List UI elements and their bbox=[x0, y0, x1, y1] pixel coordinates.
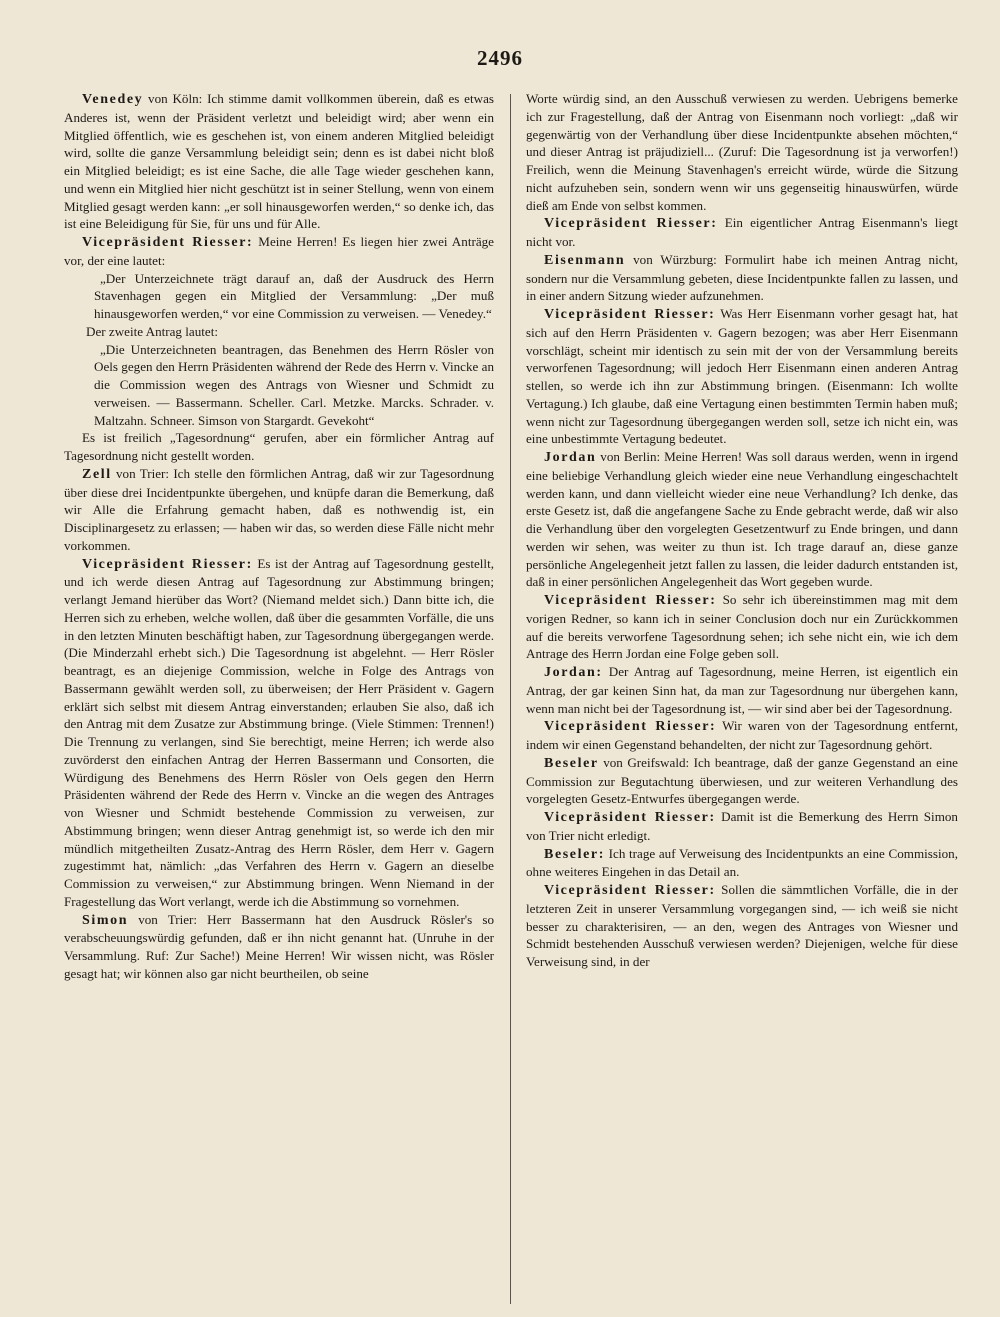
speech-paragraph bbox=[526, 845, 958, 882]
speaker-name: Vicepräsident Riesser: bbox=[544, 307, 716, 322]
speaker-name: Vicepräsident Riesser: bbox=[544, 719, 717, 735]
speaker-name: Vicepräsident Riesser: bbox=[544, 216, 718, 232]
speaker-name: Venedey bbox=[82, 92, 144, 107]
speaker-name: Vicepräsident Riesser: bbox=[544, 883, 716, 898]
page-number: 2496 bbox=[477, 46, 523, 70]
speaker-name: Beseler: bbox=[544, 846, 605, 862]
speech-paragraph bbox=[526, 663, 958, 717]
left-column bbox=[64, 90, 494, 1305]
paragraph-text: von Würzburg: Formulirt habe ich meinen Antrag nicht, sondern nur die Versammlung gebeten, diese Incidentpunkte fallen zu lassen, und in einer andern Sitzung wieder aufzunehmen. bbox=[526, 251, 958, 304]
speech-paragraph bbox=[64, 233, 494, 270]
paragraph bbox=[64, 429, 494, 465]
paragraph-text: Worte würdig sind, an den Ausschuß verwiesen zu werden. Uebrigens bemerke ich zur Fragestellung, daß der Antrag von Eisenmann noch vorliegt: „daß wir gegenwärtig von der Verhandlung über diese Incidentpunkte absehen möchten,“ und dieser Antrag ist präjudiziell... (Zuruf: Die Tagesordnung ist ja verworfen!) Freilich, wenn die Meinung Stavenhagen's erreicht würde, würde die Sitzung nicht aufzuheben sein, sondern wenn wir uns gegenseitig hinauswürfen, würde dieß am Ende von selbst kommen. bbox=[526, 91, 958, 213]
paragraph-text: von Greifswald: Ich beantrage, daß der ganze Gegenstand an eine Commission zur Begutachtung überwiesen, und zur weiteren Verhandlung des vorgelegten Gesetz-Entwurfes übergegangen werde. bbox=[526, 754, 958, 807]
paragraph-text: Ein eigentlicher Antrag Eisenmann's liegt nicht vor. bbox=[526, 215, 958, 249]
paragraph-text: „Der Unterzeichnete trägt darauf an, daß der Ausdruck des Herrn Stavenhagen gegen ein Mitglied der Versammlung: „Der muß hinausgeworfen werden,“ vor eine Commission zu verweisen. — Venedey.“ bbox=[94, 270, 494, 321]
quoted-motion bbox=[94, 341, 494, 430]
paragraph-text: von Köln: Ich stimme damit vollkommen überein, daß es etwas Anderes ist, wenn der Präsident verletzt und beleidigt wird; aber wenn ein Mitglied öffentlich, wie es geschehen ist, von einem anderen Mitglied beleidigt wird, sollte die ganze Versammlung beleidigt sein; denn es ist dabei nicht bloß ein Mitglied beleidigt; es ist eine Sache, die alle Tage wieder geschehen kann, und wenn ein Mitglied hier nicht geschützt ist in seiner Stellung, wenn von einem Mitglied gesagt werden kann: „er soll hinausgeworfen werden,“ so denke ich, das ist eine Beleidigung für Sie, für uns und für Alle. bbox=[64, 91, 494, 232]
paragraph-text: von Trier: Ich stelle den förmlichen Antrag, daß wir zur Tagesordnung über diese drei Incidentpunkte übergehen, und knüpfe daran die Bemerkung, daß wir Alle die Erfahrung gemacht haben, daß es nothwendig ist, ein Disciplinargesetz zu erlassen; — haben wir das, so werden diese Fälle nicht mehr vorkommen. bbox=[64, 465, 494, 553]
speaker-name: Vicepräsident Riesser: bbox=[82, 556, 253, 572]
paragraph-text: Ich trage auf Verweisung des Incidentpunkts an eine Commission, ohne weiteres Eingehen in das Detail an. bbox=[526, 845, 958, 880]
speaker-name: Vicepräsident Riesser: bbox=[82, 235, 254, 250]
paragraph-text: von Trier: Herr Bassermann hat den Ausdruck Rösler's so verabscheuungswürdig gefunden, daß er ihn nicht genannt hat. (Unruhe in der Versammlung. Ruf: Zur Sache!) Meine Herren! Wir wissen nicht, was Rösler gesagt hat; wir können also gar nicht beurtheilen, ob seine bbox=[64, 911, 494, 981]
paragraph-text: Der zweite Antrag lautet: bbox=[86, 323, 218, 339]
speaker-name: Vicepräsident Riesser: bbox=[544, 810, 716, 825]
paragraph-text: Es ist der Antrag auf Tagesordnung gestellt, und ich werde diesen Antrag auf Tagesordnung zur Abstimmung bringen; verlangt Jemand hierüber das Wort? (Niemand meldet sich.) Dann bitte ich, die Herren sich zu erheben, welche wollen, daß über die gesammten Vorfälle, die uns in den letzten Minuten beschäftigt haben, zur Tagesordnung übergegangen werde. (Die Minderzahl erhebt sich.) Die Tagesordnung ist abgelehnt. — Herr Rösler beantragt, es an diejenige Commission, welche in Folge des Antrags von Bassermann gewählt werden soll, zu überweisen; der Herr Präsident v. Gagern erklärt sich selbst mit diesem Antrag einverstanden; erlauben Sie also, daß ich den Antrag mit dem Zusatze zur Abstimmung bringe. (Viele Stimmen: Trennen!) Die Trennung zu verlangen, sind Sie berechtigt, meine Herren; ich werde also zuvörderst den einfachen Antrag der Herren Bassermann und Consorten, die Würdigung des Benehmens des Herrn Rösler von Oels gegen den Herrn Präsidenten während der Rede des Herrn v. Vincke an die wegen des Antrages von Wiesner und Schmidt bestehende Commission zu verweisen, zur Abstimmung bringen; wenn dieser Antrag genehmigt ist, so werde ich den mir mündlich mitgetheilten Zusatz-Antrag des Herrn Rösler, dem Herr v. Gagern zugestimmt hat, nämlich: „das Verfahren des Herrn v. Gagern an dieselbe Commission zu verweisen,“ zur Abstimmung bringen. Wenn Niemand in der Fragestellung das Wort verlangt, werde ich die Abstimmung so vornehmen. bbox=[64, 555, 494, 909]
speech-paragraph bbox=[64, 911, 494, 983]
column-divider bbox=[510, 94, 511, 1304]
speaker-name: Eisenmann bbox=[544, 252, 626, 268]
paragraph-text: Es ist freilich „Tagesordnung“ gerufen, aber ein förmlicher Antrag auf Tagesordnung nicht gestellt worden. bbox=[64, 430, 494, 463]
speech-paragraph bbox=[64, 555, 494, 911]
speech-paragraph bbox=[526, 251, 958, 305]
speech-paragraph bbox=[526, 808, 958, 845]
paragraph-text: „Die Unterzeichneten beantragen, das Benehmen des Herrn Rösler von Oels gegen den Herrn Präsidenten während der Rede des Herrn v. Vincke an die Commission wegen des Antrags von Wiesner und Schmidt zu verweisen. — Bassermann. Scheller. Carl. Metzke. Marcks. Schrader. v. Maltzahn. Schneer. Simson von Stargardt. Gevekoht“ bbox=[94, 341, 494, 428]
right-column bbox=[526, 90, 958, 1305]
speech-paragraph bbox=[526, 754, 958, 808]
speech-paragraph bbox=[526, 214, 958, 251]
paragraph-text: So sehr ich übereinstimmen mag mit dem vorigen Redner, so kann ich in seiner Conclusion doch nur ein Zurückkommen auf die bereits verworfene Tagesordnung sehen; ich sehe nicht ein, wie ich dem Antrage des Herrn Jordan eine Folge geben soll. bbox=[526, 592, 958, 662]
speech-paragraph bbox=[64, 90, 494, 233]
speech-paragraph bbox=[526, 305, 958, 448]
speaker-name: Beseler bbox=[544, 755, 599, 771]
speech-paragraph bbox=[526, 717, 958, 754]
speaker-name: Jordan: bbox=[544, 665, 603, 680]
speech-paragraph bbox=[526, 448, 958, 591]
speaker-name: Vicepräsident Riesser: bbox=[544, 593, 717, 608]
paragraph-text: Sollen die sämmtlichen Vorfälle, die in der letzteren Zeit in unserer Versammlung vorgegangen sind, — ich weiß sie nicht besser zu charakterisiren, — an den, wegen des Antrages von Wiesner und Schmidt bestehenden Ausschuß verwiesen werden? Diejenigen, welche für diese Verweisung sind, in der bbox=[526, 882, 958, 969]
paragraph-text: Meine Herren! Es liegen hier zwei Anträge vor, der eine lautet: bbox=[64, 234, 494, 268]
speaker-name: Simon bbox=[82, 912, 129, 928]
paragraph bbox=[526, 90, 958, 214]
paragraph-text: von Berlin: Meine Herren! Was soll daraus werden, wenn in irgend eine beliebige Verhandlung gleich wieder eine neue Verhandlung eingeschachtelt werden kann, und dann vielleicht wieder eine neue Verhandlung? Ich denke, das erste Gesetz ist, daß die angefangene Sache zu Ende gebracht werde, daß wir also die Verhandlung über den vorgelegten Gesetzentwurf zu Ende bringen, und dann werden wir sehen, was weiter zu thun ist. Ich trage darauf an, diese ganze persönliche Angelegenheit jetzt fallen zu lassen, die leider dadurch entstanden ist, daß in einer persönlichen Angelegenheit das Wort gegeben wurde. bbox=[526, 449, 958, 590]
paragraph-text: Was Herr Eisenmann vorher gesagt hat, hat sich auf den Herrn Präsidenten v. Gagern bezogen; was aber Herr Eisenmann vorschlägt, scheint mir identisch zu sein mit der von der Versammlung bereits verworfenen Tagesordnung; will jedoch Herr Eisenmann einen anderen Antrag stellen, so werde ich ihn zur Abstimmung bringen. (Eisenmann: Ich wollte Vertagung.) Ich glaube, daß eine Vertagung einen bestimmten Termin haben muß; wenn nicht zur Tagesordnung übergegangen werden soll, setze ich nicht ein, was eine unbestimmte Vertagung bedeutet. bbox=[526, 306, 958, 447]
paragraph bbox=[78, 323, 494, 341]
speech-paragraph bbox=[526, 881, 958, 971]
paragraph-text: Damit ist die Bemerkung des Herrn Simon von Trier nicht erledigt. bbox=[526, 809, 958, 843]
paragraph-text: Der Antrag auf Tagesordnung, meine Herren, ist eigentlich ein Antrag, der gar keinen Sinn hat, da man zur Tagesordnung nur übergehen kann, wenn man nicht bei der Tagesordnung ist, — wir sind aber bei der Tagesordnung. bbox=[526, 664, 958, 716]
paragraph-text: Wir waren von der Tagesordnung entfernt, indem wir einen Gegenstand behandelten, der nicht zur Tagesordnung gehört. bbox=[526, 718, 958, 752]
speech-paragraph bbox=[526, 591, 958, 663]
speech-paragraph bbox=[64, 465, 494, 555]
quoted-motion bbox=[94, 270, 494, 323]
speaker-name: Zell bbox=[82, 466, 112, 482]
speaker-name: Jordan bbox=[544, 450, 597, 465]
